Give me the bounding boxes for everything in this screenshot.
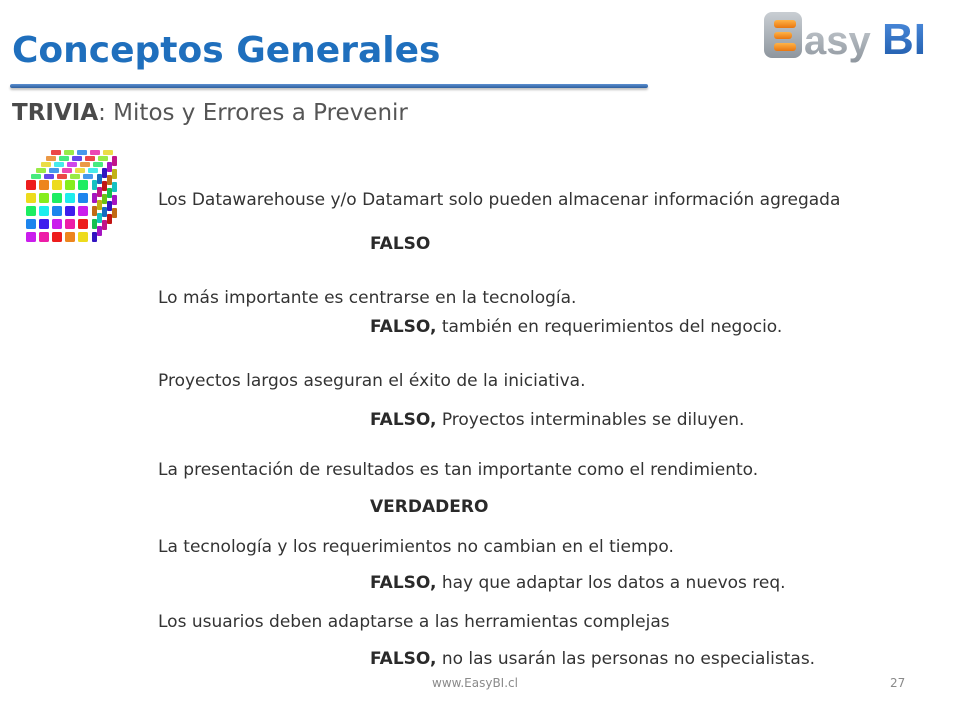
subtitle-bold: TRIVIA bbox=[12, 100, 99, 126]
easybi-logo bbox=[758, 4, 948, 66]
answer-2-detail: también en requerimientos del negocio. bbox=[436, 317, 783, 337]
answer-3 bbox=[370, 408, 930, 433]
statement-6: Los usuarios deben adaptarse a las herramientas complejas bbox=[158, 612, 670, 632]
answer-4-verdict: VERDADERO bbox=[370, 497, 489, 517]
svg-text:asy: asy bbox=[804, 19, 871, 63]
answer-6 bbox=[370, 647, 930, 672]
answer-4 bbox=[370, 495, 930, 520]
page-subtitle bbox=[12, 100, 408, 126]
statement-1: Los Datawarehouse y/o Datamart solo pueden almacenar información agregada bbox=[158, 190, 841, 210]
statement-3: Proyectos largos aseguran el éxito de la iniciativa. bbox=[158, 371, 586, 391]
answer-6-detail: no las usarán las personas no especialistas. bbox=[436, 649, 816, 669]
rubiks-cube-icon bbox=[18, 146, 126, 254]
answer-1-verdict: FALSO bbox=[370, 234, 431, 254]
answer-6-verdict: FALSO, bbox=[370, 649, 437, 669]
answer-5-detail: hay que adaptar los datos a nuevos req. bbox=[436, 573, 786, 593]
statement-2: Lo más importante es centrarse en la tecnología. bbox=[158, 288, 577, 308]
answer-2 bbox=[370, 315, 930, 340]
answer-2-verdict: FALSO, bbox=[370, 317, 437, 337]
answer-1 bbox=[370, 232, 930, 257]
answer-5-verdict: FALSO, bbox=[370, 573, 437, 593]
footer-url: www.EasyBI.cl bbox=[432, 676, 518, 690]
page-number: 27 bbox=[890, 676, 906, 690]
answer-5 bbox=[370, 571, 930, 596]
answer-3-verdict: FALSO, bbox=[370, 410, 437, 430]
statement-4: La presentación de resultados es tan importante como el rendimiento. bbox=[158, 460, 759, 480]
subtitle-rest: : Mitos y Errores a Prevenir bbox=[98, 100, 408, 126]
answer-3-detail: Proyectos interminables se diluyen. bbox=[436, 410, 745, 430]
page-title: Conceptos Generales bbox=[12, 30, 441, 71]
statement-5: La tecnología y los requerimientos no cambian en el tiempo. bbox=[158, 537, 674, 557]
svg-text:BI: BI bbox=[882, 15, 926, 64]
title-underline bbox=[10, 84, 648, 88]
